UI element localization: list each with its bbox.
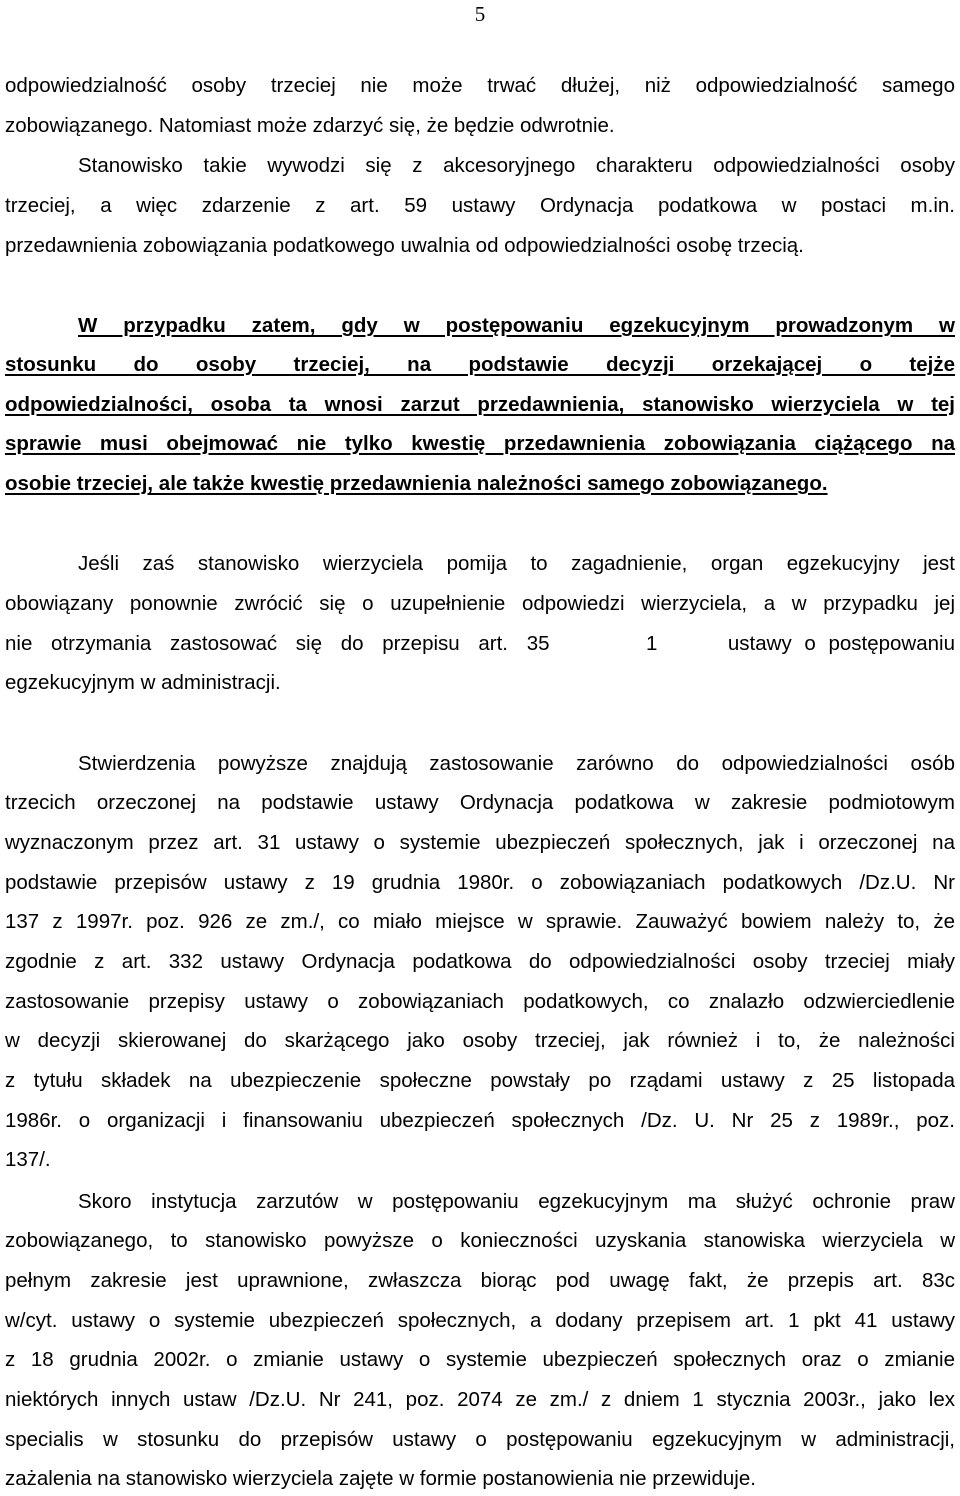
text-line: podstawie przepisów ustawy z 19 grudnia 1980r. o zobowiązaniach podatkowych /Dz.U. Nr [5,871,955,894]
text-line: zobowiązanego, to stanowisko powyższe o konieczności uzyskania stanowiska wierzyciela w [5,1229,955,1252]
text-line: trzeciej, a więc zdarzenie z art. 59 ustawy Ordynacja podatkowa w postaci m.in. [5,194,955,217]
text-line: Skoro instytucja zarzutów w postępowaniu egzekucyjnym ma służyć ochronie praw [78,1190,955,1213]
text-line: 137 z 1997r. poz. 926 ze zm./, co miało miejsce w sprawie. Zauważyć bowiem należy to, że [5,910,955,933]
text-line-with-section [5,632,955,656]
text-line: niektórych innych ustaw /Dz.U. Nr 241, poz. 2074 ze zm./ z dniem 1 stycznia 2003r., jako lex [5,1388,955,1411]
text-line: pełnym zakresie jest uprawnione, zwłaszcza biorąc pod uwagę fakt, że przepis art. 83c [5,1269,955,1292]
text-line: Jeśli zaś stanowisko wierzyciela pomija to zagadnienie, organ egzekucyjny jest [78,552,955,575]
text-line: zastosowanie przepisy ustawy o zobowiązaniach podatkowych, co znalazło odzwierciedlenie [5,990,955,1013]
text-line: Stanowisko takie wywodzi się z akcesoryjnego charakteru odpowiedzialności osoby [78,154,955,177]
text-line: trzecich orzeczonej na podstawie ustawy Ordynacja podatkowa w zakresie podmiotowym [5,791,955,814]
text-line: egzekucyjnym w administracji. [5,671,281,694]
text-line: 137/. [5,1148,51,1171]
text-line: wyznaczonym przez art. 31 ustawy o systemie ubezpieczeń społecznych, jak i orzeczonej na [5,831,955,854]
bold-text-line: stosunku do osoby trzeciej, na podstawie decyzji orzekającej o tejże [5,353,955,376]
bold-text-line: sprawie musi obejmować nie tylko kwestię przedawnienia zobowiązania ciążącego na [5,432,955,455]
page-number: 5 [474,2,486,26]
text-fragment: nie otrzymania zastosować się do przepisu art. 35 [5,632,550,655]
text-line: zgodnie z art. 332 ustawy Ordynacja podatkowa do odpowiedzialności osoby trzeciej miały [5,950,955,973]
text-fragment: 1 [646,632,658,655]
text-line: w decyzji skierowanej do skarżącego jako osoby trzeciej, jak również i to, że należności [5,1029,955,1052]
text-line: zobowiązanego. Natomiast może zdarzyć się, że będzie odwrotnie. [5,114,615,137]
text-line: 1986r. o organizacji i finansowaniu ubezpieczeń społecznych /Dz. U. Nr 25 z 1989r., poz. [5,1109,955,1132]
text-line: Stwierdzenia powyższe znajdują zastosowanie zarówno do odpowiedzialności osób [78,752,955,775]
text-line: w/cyt. ustawy o systemie ubezpieczeń społecznych, a dodany przepisem art. 1 pkt 41 ustawy [5,1309,955,1332]
bold-text-line: osobie trzeciej, ale także kwestię przedawnienia należności samego zobowiązanego. [5,472,828,495]
text-line: specialis w stosunku do przepisów ustawy o postępowaniu egzekucyjnym w administracji, [5,1428,955,1451]
text-line: z tytułu składek na ubezpieczenie społeczne powstały po rządami ustawy z 25 listopada [5,1069,955,1092]
text-line: odpowiedzialność osoby trzeciej nie może trwać dłużej, niż odpowiedzialność samego [5,74,955,97]
text-fragment: ustawy o postępowaniu [727,632,955,655]
text-line: przedawnienia zobowiązania podatkowego uwalnia od odpowiedzialności osobę trzecią. [5,234,804,257]
text-line: zażalenia na stanowisko wierzyciela zajęte w formie postanowienia nie przewiduje. [5,1467,756,1490]
bold-text-line: odpowiedzialności, osoba ta wnosi zarzut przedawnienia, stanowisko wierzyciela w tej [5,393,955,416]
text-line: obowiązany ponownie zwrócić się o uzupełnienie odpowiedzi wierzyciela, a w przypadku jej [5,592,955,615]
bold-text-line: W przypadku zatem, gdy w postępowaniu egzekucyjnym prowadzonym w [78,314,955,337]
text-line: z 18 grudnia 2002r. o zmianie ustawy o systemie ubezpieczeń społecznych oraz o zmianie [5,1348,955,1371]
